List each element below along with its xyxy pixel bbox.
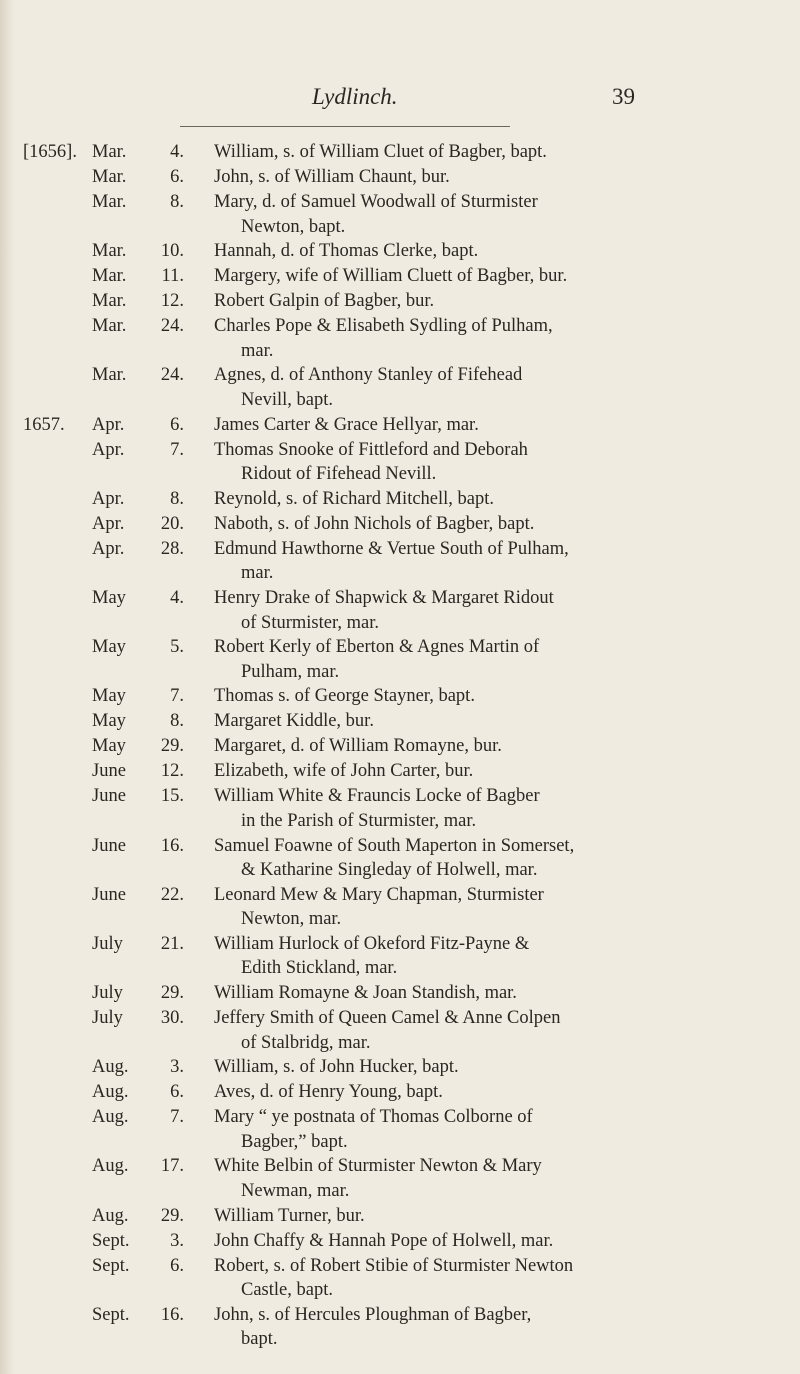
entry-month: Apr. [92,439,125,460]
register-entry [0,1229,800,1254]
register-entry [0,537,800,586]
entry-line: Elizabeth, wife of John Carter, bur. [214,761,474,782]
entry-line: John, s. of Hercules Ploughman of Bagber, [214,1304,532,1325]
entry-line: Edmund Hawthorne & Vertue South of Pulham, [214,538,569,559]
entry-continuation-line: mar. [241,563,274,584]
entry-month: Sept. [92,1230,130,1251]
header-rule [180,126,510,127]
register-entry [0,314,800,363]
entry-line: Agnes, d. of Anthony Stanley of Fifehead [214,365,523,386]
entry-day: 30. [160,1008,184,1029]
register-entry [0,140,800,165]
register-entries [0,140,800,1352]
entry-text [214,709,774,734]
entry-continuation-line: & Katharine Singleday of Holwell, mar. [241,860,538,881]
entry-text [214,1080,774,1105]
register-entry [0,1080,800,1105]
register-entry [0,1303,800,1352]
entry-line: Robert Kerly of Eberton & Agnes Martin of [214,637,540,658]
entry-month: Aug. [92,1107,129,1128]
entry-month: Mar. [92,266,127,287]
entry-month: Mar. [92,167,127,187]
entry-line: John, s. of William Chaunt, bur. [214,167,450,187]
page-number: 39 [612,84,635,109]
entry-text [214,1303,774,1352]
entry-day: 16. [160,1304,184,1325]
entry-text [214,289,774,314]
register-entry [0,759,800,784]
entry-line: Hannah, d. of Thomas Clerke, bapt. [214,241,479,262]
register-entry [0,190,800,239]
entry-line: William Turner, bur. [214,1205,365,1226]
entry-text [214,438,774,487]
entry-continuation-line: Ridout of Fifehead Nevill. [241,464,437,485]
entry-line: William White & Frauncis Locke of Bagber [214,786,540,807]
entry-day: 4. [170,587,184,608]
entry-line: William Hurlock of Okeford Fitz-Payne & [214,933,530,954]
register-entry [0,932,800,981]
entry-line: Thomas Snooke of Fittleford and Deborah [214,439,528,460]
register-entry [0,165,800,190]
entry-line: White Belbin of Sturmister Newton & Mary [214,1156,542,1177]
entry-day: 6. [170,1082,184,1103]
register-entry [0,709,800,734]
entry-line: William Romayne & Joan Standish, mar. [214,983,517,1004]
entry-line: James Carter & Grace Hellyar, mar. [214,414,479,435]
entry-text [214,314,774,363]
entry-day: 8. [170,488,184,509]
entry-day: 7. [170,439,184,460]
entry-day: 6. [170,414,184,435]
entry-text [214,684,774,709]
entry-line: Margaret Kiddle, bur. [214,711,374,732]
entry-day: 21. [160,933,184,954]
entry-year: 1657. [23,414,65,435]
entry-text [214,1229,774,1254]
entry-month: Sept. [92,1304,130,1325]
register-entry [0,981,800,1006]
entry-day: 5. [170,637,184,658]
entry-text [214,635,774,684]
entry-continuation-line: Newton, bapt. [241,216,346,237]
entry-line: Aves, d. of Henry Young, bapt. [214,1082,443,1103]
entry-day: 7. [170,686,184,707]
entry-line: Mary “ ye postnata of Thomas Colborne of [214,1107,533,1128]
entry-month: June [92,786,126,807]
entry-line: Reynold, s. of Richard Mitchell, bapt. [214,488,495,509]
register-entry [0,1154,800,1203]
register-entry [0,264,800,289]
entry-text [214,140,774,165]
entry-line: Samuel Foawne of South Maperton in Somerset, [214,835,575,856]
entry-text [214,537,774,586]
entry-line: Charles Pope & Elisabeth Sydling of Pulham, [214,316,553,337]
register-entry [0,1006,800,1055]
entry-day: 22. [160,884,184,905]
entry-text [214,487,774,512]
entry-text [214,883,774,932]
register-entry [0,363,800,412]
entry-day: 6. [170,1255,184,1276]
entry-day: 8. [170,192,184,212]
register-entry [0,784,800,833]
entry-text [214,239,774,264]
entry-line: Jeffery Smith of Queen Camel & Anne Colpen [214,1008,561,1029]
entry-month: June [92,884,126,905]
entry-day: 24. [160,365,184,386]
entry-continuation-line: mar. [241,340,274,361]
entry-line: William, s. of John Hucker, bapt. [214,1057,459,1078]
entry-continuation-line: Bagber,” bapt. [241,1131,348,1152]
register-entry [0,1055,800,1080]
entry-line: Robert Galpin of Bagber, bur. [214,291,435,312]
entry-day: 4. [170,142,184,162]
register-entry [0,438,800,487]
entry-line: Mary, d. of Samuel Woodwall of Sturmister [214,192,538,212]
entry-text [214,1055,774,1080]
entry-month: Apr. [92,414,125,435]
entry-line: Margery, wife of William Cluett of Bagber, bur. [214,266,568,287]
entry-day: 8. [170,711,184,732]
entry-month: Mar. [92,241,127,262]
entry-year: [1656]. [23,142,77,162]
entry-month: May [92,637,126,658]
entry-text [214,586,774,635]
register-entry [0,413,800,438]
entry-day: 16. [160,835,184,856]
entry-month: June [92,835,126,856]
entry-day: 11. [161,266,184,287]
entry-continuation-line: Edith Stickland, mar. [241,958,398,979]
entry-day: 29. [160,1205,184,1226]
entry-month: Mar. [92,365,127,386]
entry-continuation-line: Nevill, bapt. [241,389,333,410]
entry-line: John Chaffy & Hannah Pope of Holwell, mar. [214,1230,554,1251]
entry-month: Aug. [92,1156,129,1177]
entry-day: 6. [170,167,184,187]
entry-day: 10. [160,241,184,262]
entry-continuation-line: Pulham, mar. [241,661,340,682]
entry-day: 3. [170,1230,184,1251]
entry-text [214,363,774,412]
entry-continuation-line: Newton, mar. [241,909,342,930]
entry-day: 12. [160,291,184,312]
entry-text [214,981,774,1006]
entry-continuation-line: of Stalbridg, mar. [241,1032,371,1053]
entry-month: Apr. [92,538,125,559]
entry-text [214,834,774,883]
running-head [0,84,800,114]
entry-day: 7. [170,1107,184,1128]
entry-month: Mar. [92,142,127,162]
register-entry [0,684,800,709]
entry-day: 15. [160,786,184,807]
entry-continuation-line: of Sturmister, mar. [241,612,379,633]
register-entry [0,586,800,635]
entry-month: July [92,933,123,954]
entry-day: 29. [160,736,184,757]
running-head-title: Lydlinch. [312,84,398,109]
register-entry [0,635,800,684]
entry-text [214,759,774,784]
entry-line: Henry Drake of Shapwick & Margaret Ridout [214,587,554,608]
entry-text [214,165,774,190]
entry-continuation-line: in the Parish of Sturmister, mar. [241,810,477,831]
entry-continuation-line: bapt. [241,1329,278,1350]
entry-month: Apr. [92,513,125,534]
entry-month: Apr. [92,488,125,509]
entry-text [214,932,774,981]
register-entry [0,512,800,537]
register-entry [0,1105,800,1154]
entry-continuation-line: Newman, mar. [241,1181,350,1202]
entry-text [214,1105,774,1154]
entry-line: Robert, s. of Robert Stibie of Sturmister Newton [214,1255,574,1276]
entry-text [214,1204,774,1229]
register-entry [0,834,800,883]
entry-month: Aug. [92,1205,129,1226]
entry-day: 20. [160,513,184,534]
entry-month: Aug. [92,1082,129,1103]
entry-day: 29. [160,983,184,1004]
entry-text [214,734,774,759]
entry-continuation-line: Castle, bapt. [241,1280,333,1301]
entry-month: May [92,587,126,608]
register-entry [0,289,800,314]
entry-text [214,512,774,537]
entry-line: Leonard Mew & Mary Chapman, Sturmister [214,884,544,905]
entry-day: 3. [170,1057,184,1078]
entry-line: Margaret, d. of William Romayne, bur. [214,736,502,757]
entry-month: Aug. [92,1057,129,1078]
entry-text [214,784,774,833]
entry-month: Mar. [92,291,127,312]
entry-month: July [92,983,123,1004]
entry-month: Sept. [92,1255,130,1276]
entry-text [214,190,774,239]
entry-day: 17. [160,1156,184,1177]
entry-day: 24. [160,316,184,337]
entry-month: Mar. [92,316,127,337]
register-entry [0,239,800,264]
entry-month: May [92,686,126,707]
entry-month: July [92,1008,123,1029]
register-entry [0,487,800,512]
entry-month: May [92,711,126,732]
entry-line: Thomas s. of George Stayner, bapt. [214,686,475,707]
register-entry [0,883,800,932]
entry-month: June [92,761,126,782]
entry-text [214,413,774,438]
entry-text [214,264,774,289]
entry-day: 28. [160,538,184,559]
register-entry [0,1254,800,1303]
entry-line: William, s. of William Cluet of Bagber, bapt. [214,142,547,162]
register-entry [0,734,800,759]
entry-line: Naboth, s. of John Nichols of Bagber, bapt. [214,513,535,534]
entry-day: 12. [160,761,184,782]
register-entry [0,1204,800,1229]
entry-text [214,1154,774,1203]
entry-month: May [92,736,126,757]
entry-month: Mar. [92,192,127,212]
entry-text [214,1006,774,1055]
entry-text [214,1254,774,1303]
